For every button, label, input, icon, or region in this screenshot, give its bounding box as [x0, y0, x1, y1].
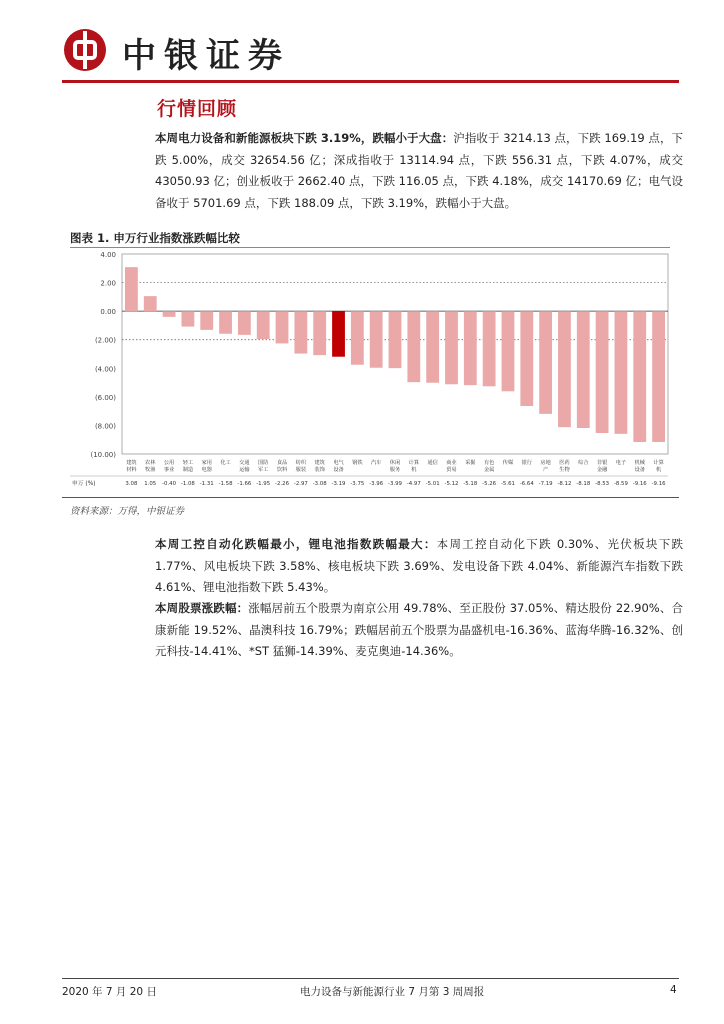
bar-27 — [633, 311, 646, 442]
category-label: 金属 — [483, 467, 495, 473]
bar-24 — [577, 311, 590, 428]
row-label: 申万 (%) — [72, 481, 96, 487]
category-label: 汽车 — [370, 460, 382, 466]
paragraph-body: 本周工控自动化下跌 0.30%、光伏板块下跌 1.77%、风电板块下跌 3.58%、核电板块下跌 3.69%、发电设备下跌 4.04%、新能源汽车指数下跌 4.61%、锂电池指数下跌 5.43%。 — [155, 537, 684, 594]
y-tick-label: (6.00) — [94, 393, 116, 402]
category-label: 事业 — [163, 467, 175, 473]
value-label: -5.18 — [463, 481, 478, 487]
value-label: -2.97 — [293, 481, 308, 487]
category-label: 产 — [543, 467, 549, 473]
value-label: -1.66 — [237, 481, 252, 487]
category-label: 军工 — [258, 467, 269, 473]
value-label: -5.12 — [444, 481, 459, 487]
bar-7 — [257, 311, 270, 339]
category-label: 房地 — [540, 460, 551, 466]
footer-date: 2020 年 7 月 20 日 — [62, 986, 157, 998]
page-number: 4 — [670, 984, 677, 996]
bar-10 — [313, 311, 326, 355]
value-label: 1.05 — [144, 481, 157, 487]
category-label: 服装 — [295, 467, 307, 473]
bar-4 — [200, 311, 213, 330]
paragraph-lead: 本周股票涨跌幅： — [155, 601, 249, 615]
value-label: -9.16 — [651, 481, 666, 487]
bar-9 — [294, 311, 307, 353]
category-label: 服务 — [389, 467, 401, 473]
bar-16 — [426, 311, 439, 383]
bar-5 — [219, 311, 232, 334]
footer-title: 电力设备与新能源行业 7 月第 3 周周报 — [300, 986, 485, 998]
bar-28 — [652, 311, 665, 442]
figure-source: 资料来源：万得，中银证券 — [70, 506, 185, 517]
bar-14 — [389, 311, 402, 368]
category-label: 电子 — [615, 460, 627, 466]
value-label: -6.64 — [519, 481, 534, 487]
bar-25 — [596, 311, 609, 433]
category-label: 设备 — [634, 467, 645, 473]
bar-12 — [351, 311, 364, 365]
y-tick-label: (10.00) — [90, 451, 116, 459]
value-label: -1.95 — [256, 481, 271, 487]
value-label: -3.19 — [331, 481, 346, 487]
category-label: 制造 — [182, 467, 194, 473]
value-label: -8.53 — [595, 481, 610, 487]
paragraph-body: 沪指收于 3214.13 点，下跌 169.19 点，下跌 5.00%，成交 32654.56 亿；深成指收于 13114.94 点，下跌 556.31 点，下跌 4.07%，成交 43050.93 亿；创业板收于 2662.40 点，下跌 116.05 点，下跌 4.18%，成交 14170.69 亿；电气设备收于 5701.69 点，下跌 188.09 点，下跌 3.19%，跌幅小于大盘。 — [155, 131, 683, 210]
value-label: -9.16 — [632, 481, 647, 487]
figure-title: 图表 1. 申万行业指数涨跌幅比较 — [70, 231, 240, 245]
value-label: -0.40 — [162, 481, 177, 487]
bar-18 — [464, 311, 477, 385]
category-label: 电器 — [201, 467, 212, 473]
value-label: -1.31 — [199, 481, 214, 487]
category-label: 休闲 — [389, 460, 401, 466]
page-header — [62, 24, 662, 76]
value-label: -8.12 — [557, 481, 572, 487]
market-review-paragraph — [155, 128, 683, 214]
category-label: 计算 — [408, 460, 420, 466]
header-rule — [62, 80, 679, 83]
category-label: 国防 — [258, 460, 269, 466]
category-label: 生物 — [559, 467, 570, 473]
bar-0 — [125, 267, 138, 311]
category-label: 机 — [411, 467, 417, 473]
category-label: 牧渔 — [145, 467, 156, 473]
category-label: 纺织 — [295, 460, 307, 466]
bar-21 — [520, 311, 533, 406]
category-label: 有色 — [483, 460, 495, 466]
brand-name: 中银证券 — [122, 36, 290, 76]
category-label: 建筑 — [314, 460, 325, 466]
value-label: 3.08 — [125, 481, 138, 487]
y-tick-label: (8.00) — [94, 422, 116, 431]
category-label: 电气 — [333, 460, 344, 466]
category-label: 轻工 — [182, 460, 194, 466]
bar-20 — [502, 311, 515, 391]
value-label: -7.19 — [538, 481, 553, 487]
bar-17 — [445, 311, 458, 384]
category-label: 材料 — [126, 467, 137, 473]
value-label: -8.18 — [576, 481, 591, 487]
category-label: 建筑 — [126, 460, 137, 466]
industry-index-bar-chart — [70, 248, 672, 488]
paragraph-lead: 本周工控自动化跌幅最小，锂电池指数跌幅最大： — [155, 537, 437, 551]
bar-1 — [144, 296, 157, 311]
section-title: 行情回顾 — [157, 98, 238, 120]
source-rule — [62, 497, 679, 498]
category-label: 金融 — [596, 467, 608, 473]
category-label: 机械 — [634, 460, 645, 466]
value-label: -5.26 — [482, 481, 497, 487]
stock-moves-paragraph — [155, 598, 683, 663]
category-label: 非银 — [596, 460, 608, 466]
bar-26 — [615, 311, 628, 434]
paragraph-lead: 本周电力设备和新能源板块下跌 3.19%，跌幅小于大盘： — [155, 131, 454, 145]
category-label: 设备 — [333, 467, 344, 473]
value-label: -8.59 — [613, 481, 628, 487]
bar-22 — [539, 311, 552, 414]
category-label: 饮料 — [276, 467, 288, 473]
bank-of-china-logo-icon — [62, 27, 108, 73]
bar-15 — [407, 311, 420, 382]
value-label: -1.58 — [218, 481, 233, 487]
category-label: 医药 — [559, 460, 570, 466]
value-label: -3.99 — [388, 481, 402, 487]
category-label: 银行 — [521, 460, 532, 466]
category-label: 化工 — [220, 460, 231, 466]
y-tick-label: 4.00 — [100, 251, 116, 259]
subsector-paragraph — [155, 534, 683, 599]
category-label: 家用 — [201, 460, 212, 466]
category-label: 装饰 — [314, 467, 325, 473]
bar-8 — [276, 311, 289, 343]
category-label: 传媒 — [502, 460, 514, 466]
value-label: -1.08 — [180, 481, 195, 487]
category-label: 食品 — [276, 460, 288, 466]
value-label: -2.26 — [275, 481, 290, 487]
value-label: -4.97 — [406, 481, 421, 487]
bar-6 — [238, 311, 251, 335]
value-label: -5.01 — [425, 481, 440, 487]
footer-rule — [62, 978, 679, 979]
y-tick-label: (2.00) — [94, 336, 116, 345]
category-label: 钢铁 — [352, 460, 363, 466]
y-tick-label: 2.00 — [100, 279, 116, 288]
value-label: -3.08 — [312, 481, 327, 487]
category-label: 综合 — [578, 460, 589, 466]
category-label: 采掘 — [465, 460, 476, 466]
bar-13 — [370, 311, 383, 368]
category-label: 计算 — [653, 460, 664, 466]
category-label: 农林 — [145, 460, 156, 466]
value-label: -5.61 — [500, 481, 515, 487]
value-label: -3.96 — [369, 481, 384, 487]
category-label: 运输 — [239, 467, 250, 473]
bar-2 — [163, 311, 176, 317]
category-label: 通信 — [427, 460, 438, 466]
y-tick-label: 0.00 — [100, 308, 116, 317]
category-label: 公用 — [163, 460, 175, 466]
bar-23 — [558, 311, 571, 427]
category-label: 交通 — [239, 460, 250, 466]
bar-11 — [332, 311, 345, 357]
category-label: 商业 — [446, 460, 457, 466]
bar-3 — [181, 311, 194, 326]
y-tick-label: (4.00) — [94, 365, 116, 374]
paragraph-body: 涨幅居前五个股票为南京公用 49.78%、至正股份 37.05%、精达股份 22.90%、合康新能 19.52%、晶澳科技 16.79%；跌幅居前五个股票为晶盛机电-16.36%、蓝海华腾-16.32%、创元科技-14.41%、*ST 猛狮-14.39%、麦克奥迪-14.36%。 — [155, 601, 684, 658]
value-label: -3.75 — [350, 481, 365, 487]
category-label: 机 — [655, 467, 662, 473]
category-label: 贸易 — [446, 467, 457, 473]
bar-19 — [483, 311, 496, 386]
